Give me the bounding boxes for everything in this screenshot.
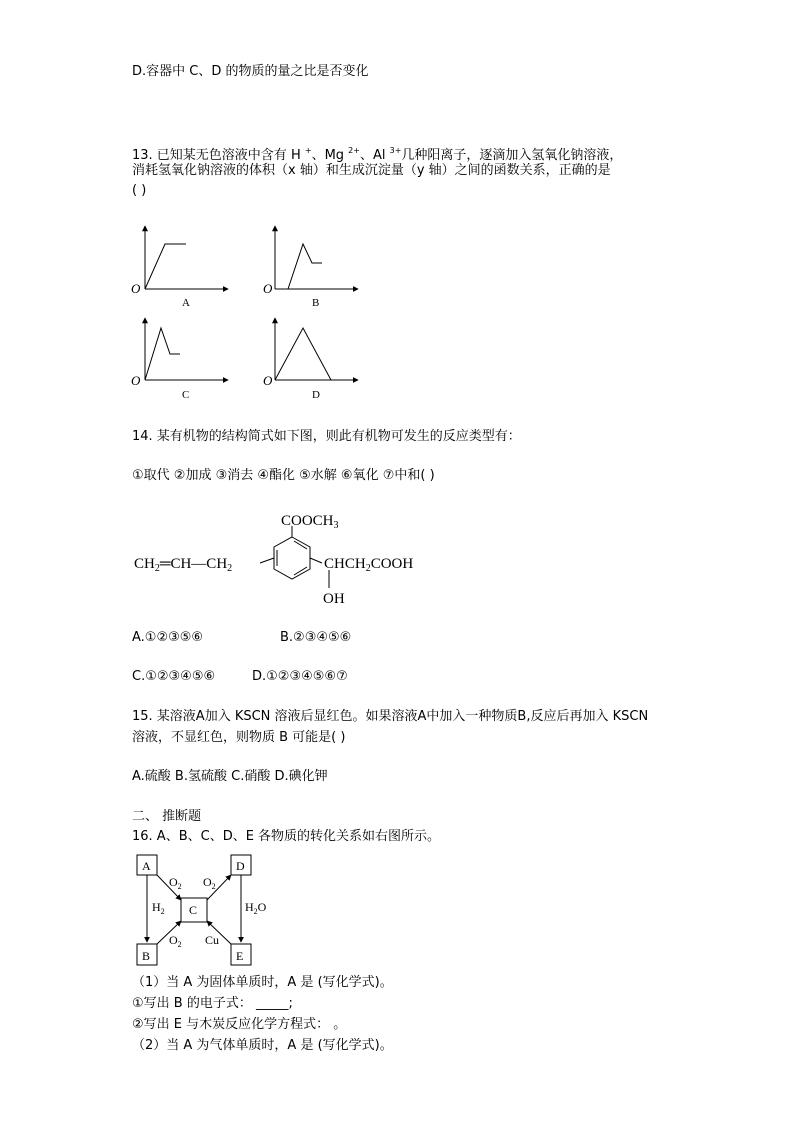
q14-option-b: B.②③④⑤⑥ [280,630,352,645]
label-d: D [236,859,245,873]
q16-stem: 16. A、B、C、D、E 各物质的转化关系如右图所示。 [132,829,441,844]
group-cooch3: $COOCH_3$ [281,513,339,531]
graph-b-label: B [312,297,320,309]
benzene-ring [260,526,329,588]
q14-structure [130,508,430,608]
label-e: E [236,949,244,963]
label-h2o: $H_2O$ [245,900,267,916]
graph-b [275,226,358,289]
label-h2: $H_2$ [152,900,165,916]
q14-stem-line1: 14. 某有机物的结构简式如下图，则此有机物可发生的反应类型有： [132,429,521,444]
graph-d-label: D [312,389,320,401]
q16-part1: （1）当 A 为固体单质时，A 是 (写化学式)。 [132,975,393,990]
label-a: A [142,859,151,873]
q14-stem-line2: ①取代 ②加成 ③消去 ④酯化 ⑤水解 ⑥氧化 ⑦中和( ) [132,468,435,483]
q13-stem-line2: 消耗氢氧化钠溶液的体积（x 轴）和生成沉淀量（y 轴）之间的函数关系，正确的是 [132,163,611,178]
graph-d [275,318,358,380]
graph-d-origin: O [263,373,273,388]
q14-option-a: A.①②③⑤⑥ [132,630,204,645]
label-o2-ac: $O_2$ [169,875,182,891]
q13-graphs [128,218,368,408]
q15-options: A.硫酸 B.氢硫酸 C.硝酸 D.碘化钾 [132,769,328,784]
group-allyl: $CH_2═CH—CH_2$ [134,556,233,574]
group-oh: OH [323,591,345,607]
q15-stem-line1: 15. 某溶液A加入 KSCN 溶液后显红色。如果溶液A中加入一种物质B,反应后再加入 KSCN [132,709,649,724]
q13-stem-line3: ( ) [132,183,147,198]
q13-stem-line1: 13. 已知某无色溶液中含有 H +、Mg $^{2+}$、Al $^{3+}$几种阳离子，逐滴加入氢氧化钠溶液， [132,146,623,163]
q14-option-c: C.①②③④⑤⑥ [132,669,216,684]
graph-c-origin: O [131,373,141,388]
section-heading: 二、 推断题 [132,809,202,824]
group-chch2cooh: $CHCH_2COOH$ [324,556,414,574]
graph-a [145,226,228,289]
q16-part1-1: ①写出 B 的电子式： _____; [132,996,293,1011]
label-c: C [189,903,198,917]
q15-stem-line2: 溶液，不显红色，则物质 B 可能是( ) [132,730,346,745]
label-o2-cd: $O_2$ [203,875,216,891]
q12-option-d: D.容器中 C、D 的物质的量之比是否变化 [132,64,369,79]
graph-a-label: A [182,297,190,309]
graph-a-origin: O [131,281,141,296]
q16-part2: （2）当 A 为气体单质时，A 是 (写化学式)。 [132,1038,393,1053]
graph-c-label: C [182,389,190,401]
q16-diagram [128,848,288,973]
label-b: B [142,949,151,963]
q16-part1-2: ②写出 E 与木炭反应化学方程式： 。 [132,1017,347,1032]
graph-b-origin: O [263,281,273,296]
label-o2-bc: $O_2$ [169,933,182,949]
graph-c [145,318,228,380]
label-cu: Cu [205,933,220,947]
q14-option-d: D.①②③④⑤⑥⑦ [252,669,348,684]
